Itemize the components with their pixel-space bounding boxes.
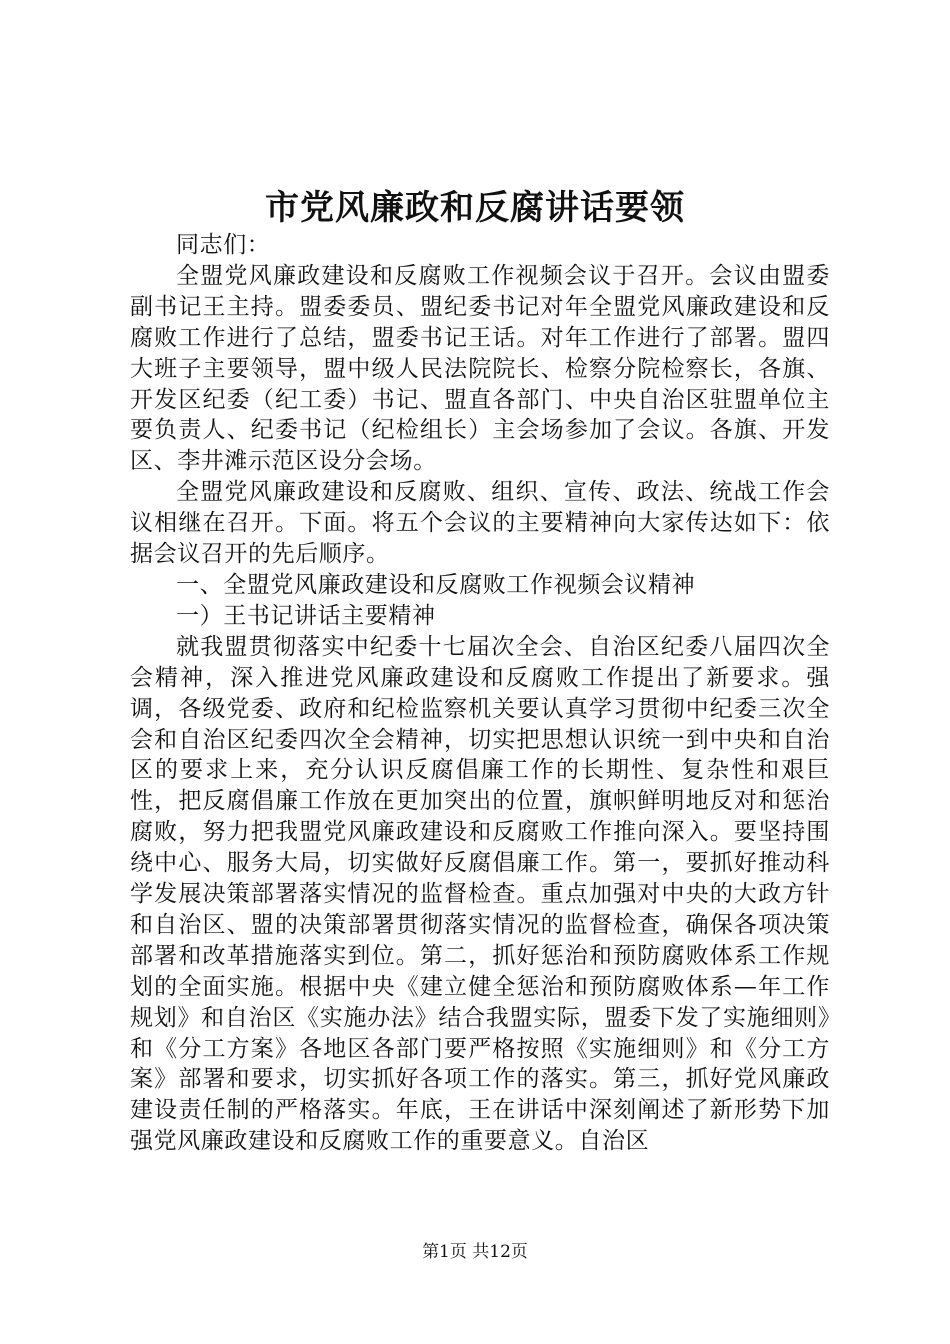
- document-body: [130, 230, 830, 1157]
- document-title: 市党风廉政和反腐讲话要领: [265, 188, 685, 228]
- paragraph-salutation: 同志们：: [176, 232, 271, 258]
- paragraph-meeting-intro: 全盟党风廉政建设和反腐败工作视频会议于召开。会议由盟委副书记王主持。盟委委员、盟纪委书记对年全盟党风廉政建设和反腐败工作进行了总结，盟委书记王话。对年工作进行了部署。盟四大班子主要领导，盟中级人民法院院长、检察分院检察长，各旗、开发区纪委（纪工委）书记、盟直各部门、中央自治区驻盟单位主要负责人、纪委书记（纪检组长）主会场参加了会议。各旗、开发区、李井滩示范区设分会场。: [130, 262, 830, 475]
- subsection-heading-1: 一）王书记讲话主要精神: [176, 602, 436, 629]
- paragraph-meetings-summary: 全盟党风廉政建设和反腐败、组织、宣传、政法、统战工作会议相继在召开。下面。将五个会议的主要精神向大家传达如下：依据会议召开的先后顺序。: [130, 479, 830, 568]
- page-number-footer: 第1页 共12页: [422, 1242, 528, 1262]
- paragraph-speech-content: 就我盟贯彻落实中纪委十七届次全会、自治区纪委八届四次全会精神，深入推进党风廉政建设和反腐败工作提出了新要求。强调，各级党委、政府和纪检监察机关要认真学习贯彻中纪委三次全会和自治区纪委四次全会精神，切实把思想认识统一到中央和自治区的要求上来，充分认识反腐倡廉工作的长期性、复杂性和艰巨性，把反腐倡廉工作放在更加突出的位置，旗帜鲜明地反对和惩治腐败，努力把我盟党风廉政建设和反腐败工作推向深入。要坚持围绕中心、服务大局，切实做好反腐倡廉工作。第一，要抓好推动科学发展决策部署落实情况的监督检查。重点加强对中央的大政方针和自治区、盟的决策部署贯彻落实情况的监督检查，确保各项决策部署和改革措施落实到位。第二，抓好惩治和预防腐败体系工作规划的全面实施。根据中央《建立健全惩治和预防腐败体系—年工作规划》和自治区《实施办法》结合我盟实际，盟委下发了实施细则》和《分工方案》各地区各部门要严格按照《实施细则》和《分工方案》部署和要求，切实抓好各项工作的落实。第三，抓好党风廉政建设责任制的严格落实。年底，王在讲话中深刻阐述了新形势下加强党风廉政建设和反腐败工作的重要意义。自治区: [130, 633, 830, 1155]
- section-heading-1: 一、全盟党风廉政建设和反腐败工作视频会议精神: [176, 571, 696, 598]
